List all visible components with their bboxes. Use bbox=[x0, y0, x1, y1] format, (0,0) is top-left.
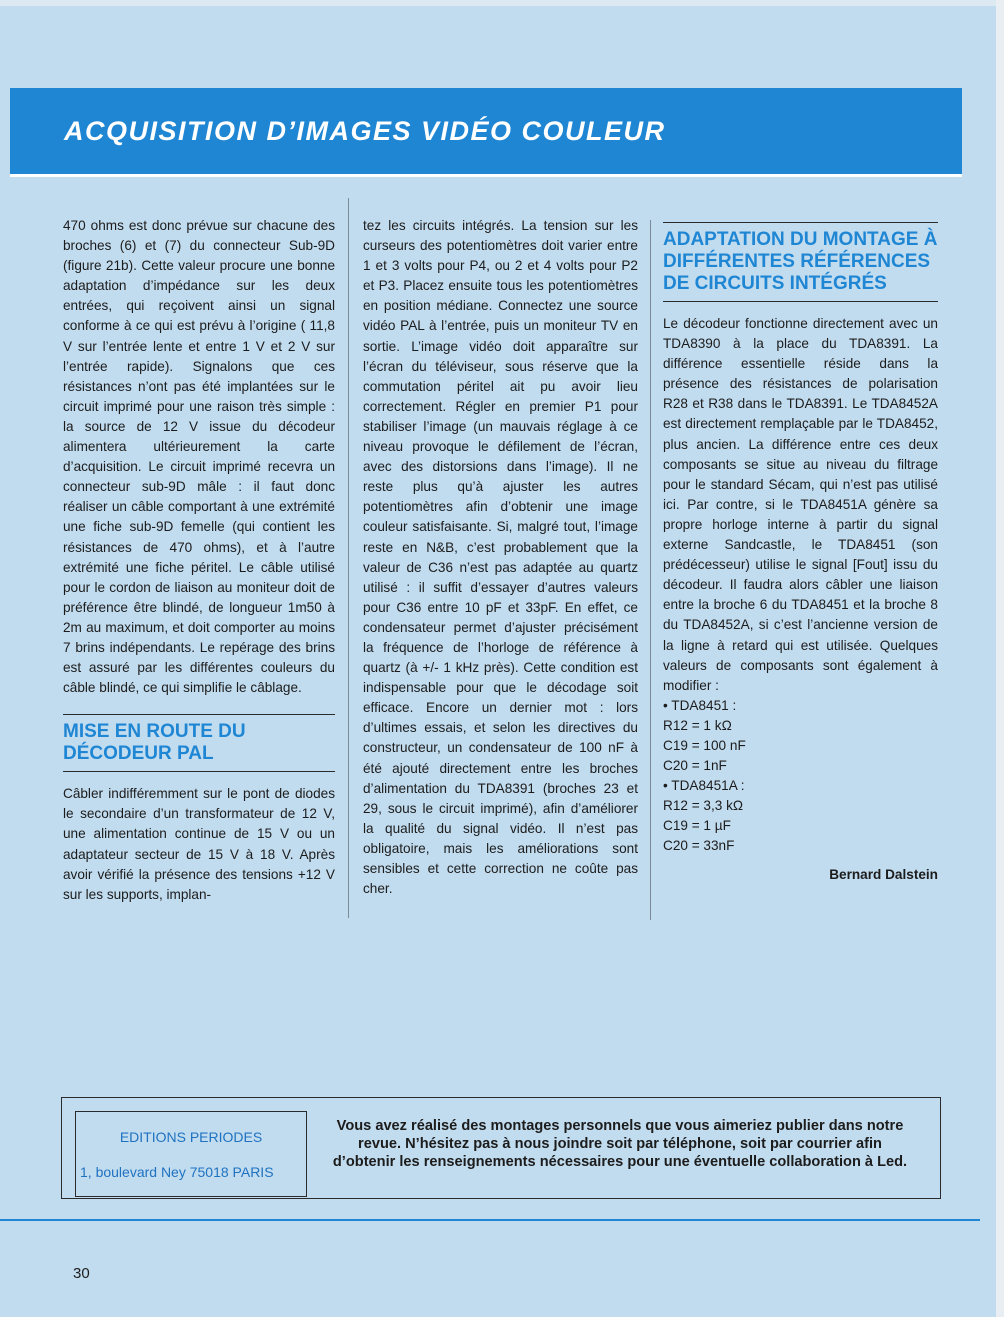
section-heading-block bbox=[63, 714, 335, 772]
top-edge bbox=[0, 0, 1004, 6]
paragraph: Câbler indifféremment sur le pont de diodes le secondaire d’un transformateur de 12 V, une alimentation continue de 15 V ou un adaptateur secteur de 15 V à 18 V. Après avoir vérifié la présence des tensions +12 V sur les supports, implan- bbox=[63, 786, 335, 902]
paragraph: Le décodeur fonctionne directement avec un TDA8390 à la place du TDA8391. La différence essentielle réside dans la présence des résistances de polarisation R28 et R38 dans le TDA8391. Le TDA8452A est directement remplaçable par le TDA8452, plus ancien. La différence entre ces deux composants se situe au niveau du filtrage pour le standard Sécam, qui n’est pas utilisé ici. Par contre, si le TDA8451A génère sa propre horloge interne à partir du signal externe Sandcastle, le TDA8451 (son prédécesseur) utilise le signal [Fout] issu du décodeur. Il faudra alors câbler une liaison entre la broche 6 du TDA8451 et la broche 8 du TDA8452A, si c’est l’ancienne version de la ligne à retard qui est utilisée. Quelques valeurs de composants sont également à modifier : bbox=[663, 316, 938, 693]
paragraph: tez les circuits intégrés. La tension sur les curseurs des potentiomètres doit varier entre 1 et 3 volts pour P4, ou 2 et 4 volts pour P2 et P3. Placez ensuite tous les potentiomètres en position médiane. Connectez une source vidéo PAL à l’entrée, puis un moniteur TV en sortie. L’image vidéo doit apparaître sur l’écran du téléviseur, sous réserve que la commutation péritel ait pu avoir lieu correctement. Régler en premier P1 pour stabiliser l’image (un mauvais réglage à ce niveau provoque le défilement de l’écran, avec des distorsions dans l’image). Il ne reste plus qu’à ajuster les autres potentiomètres afin d’obtenir une image couleur satisfaisante. Si, malgré tout, l’image reste en N&B, c’est probablement que la valeur de C36 n’est pas adaptée au quartz utilisé : il suffit d’essayer d’autres valeurs pour C36 entre 10 pF et 33pF. En effet, ce condensateur permet d’ajuster précisément la fréquence de l’horloge de référence à quartz (à +/- 1 kHz près). Cette condition est indispensable pour que le décodage soit efficace. Encore un dernier mot : lors d’ultimes essais, et selon les directives du constructeur, un condensateur de 100 nF à été ajouté directement entre les broches d’alimentation du TDA8391 (broches 23 et 29, sous le circuit imprimé), afin d’améliorer la qualité du signal vidéo. Il n’est pas obligatoire, mais les améliorations sont sensibles et cette correction ne coûte pas cher. bbox=[363, 218, 638, 897]
publisher-box bbox=[75, 1111, 307, 1197]
submission-notice: Vous avez réalisé des montages personnels que vous aimeriez publier dans notre revue. N’hésitez pas à nous joindre soit par téléphone, soit par courrier afin d’obtenir les renseignements nécessaires pour une éventuelle collaboration à Led. bbox=[332, 1118, 908, 1170]
article-column-1 bbox=[63, 216, 335, 905]
list-item: • TDA8451A : bbox=[663, 778, 745, 794]
section-heading: MISE EN ROUTE DU DÉCODEUR PAL bbox=[63, 721, 246, 765]
paragraph: 470 ohms est donc prévue sur chacune des broches (6) et (7) du connecteur Sub-9D (figure 21b). Cette valeur procure une bonne adaptation d’impédance sur les deux entrées, qui reçoivent ainsi un signal conforme à ce qui est prévu à l’origine ( 11,8 V sur l’entrée lente et entre 1 V et 2 V sur l’entrée rapide). Signalons que ces résistances n’ont pas été implantées sur le circuit imprimé pour une raison très simple : la source de 12 V issue du décodeur alimentera ultérieurement la carte d’acquisition. Le circuit imprimé recevra un connecteur sub-9D mâle : il faut donc réaliser un câble comportant à une extrémité une fiche sub-9D femelle (qui contient les résistances de 470 ohms), et à l’autre extrémité une fiche péritel. Le câble utilisé pour le cordon de liaison au moniteur doit de préférence être blindé, de longueur 1m50 à 2m au maximum, et doit comporter au moins 7 brins indépendants. Le repérage des brins est assuré par les différentes couleurs du câble blindé, ce qui simplifie le câblage. bbox=[63, 218, 335, 696]
list-item: C20 = 33nF bbox=[663, 838, 735, 854]
right-edge bbox=[996, 0, 1004, 1317]
list-item: R12 = 3,3 kΩ bbox=[663, 798, 744, 814]
component-list bbox=[663, 696, 938, 857]
list-item: C19 = 1 µF bbox=[663, 818, 731, 834]
section-heading-block bbox=[663, 222, 938, 302]
footer-rule bbox=[0, 1219, 980, 1221]
column-divider bbox=[650, 220, 651, 920]
article-column-3 bbox=[663, 222, 938, 885]
page-number: 30 bbox=[73, 1265, 90, 1282]
column-divider bbox=[348, 198, 349, 918]
publisher-name: EDITIONS PERIODES bbox=[119, 1129, 263, 1145]
list-item: C20 = 1nF bbox=[663, 758, 727, 774]
list-item: C19 = 100 nF bbox=[663, 737, 746, 753]
list-item: R12 = 1 kΩ bbox=[663, 717, 732, 733]
section-heading: ADAPTATION DU MONTAGE À DIFFÉRENTES RÉFÉRENCES DE CIRCUITS INTÉGRÉS bbox=[663, 229, 938, 294]
article-column-2 bbox=[363, 216, 638, 899]
list-item: • TDA8451 : bbox=[663, 697, 737, 713]
publisher-address: 1, boulevard Ney 75018 PARIS bbox=[80, 1164, 274, 1180]
page-title: ACQUISITION D’IMAGES VIDÉO COULEUR bbox=[64, 116, 666, 146]
author-name: Bernard Dalstein bbox=[829, 866, 938, 882]
title-banner bbox=[10, 88, 962, 177]
